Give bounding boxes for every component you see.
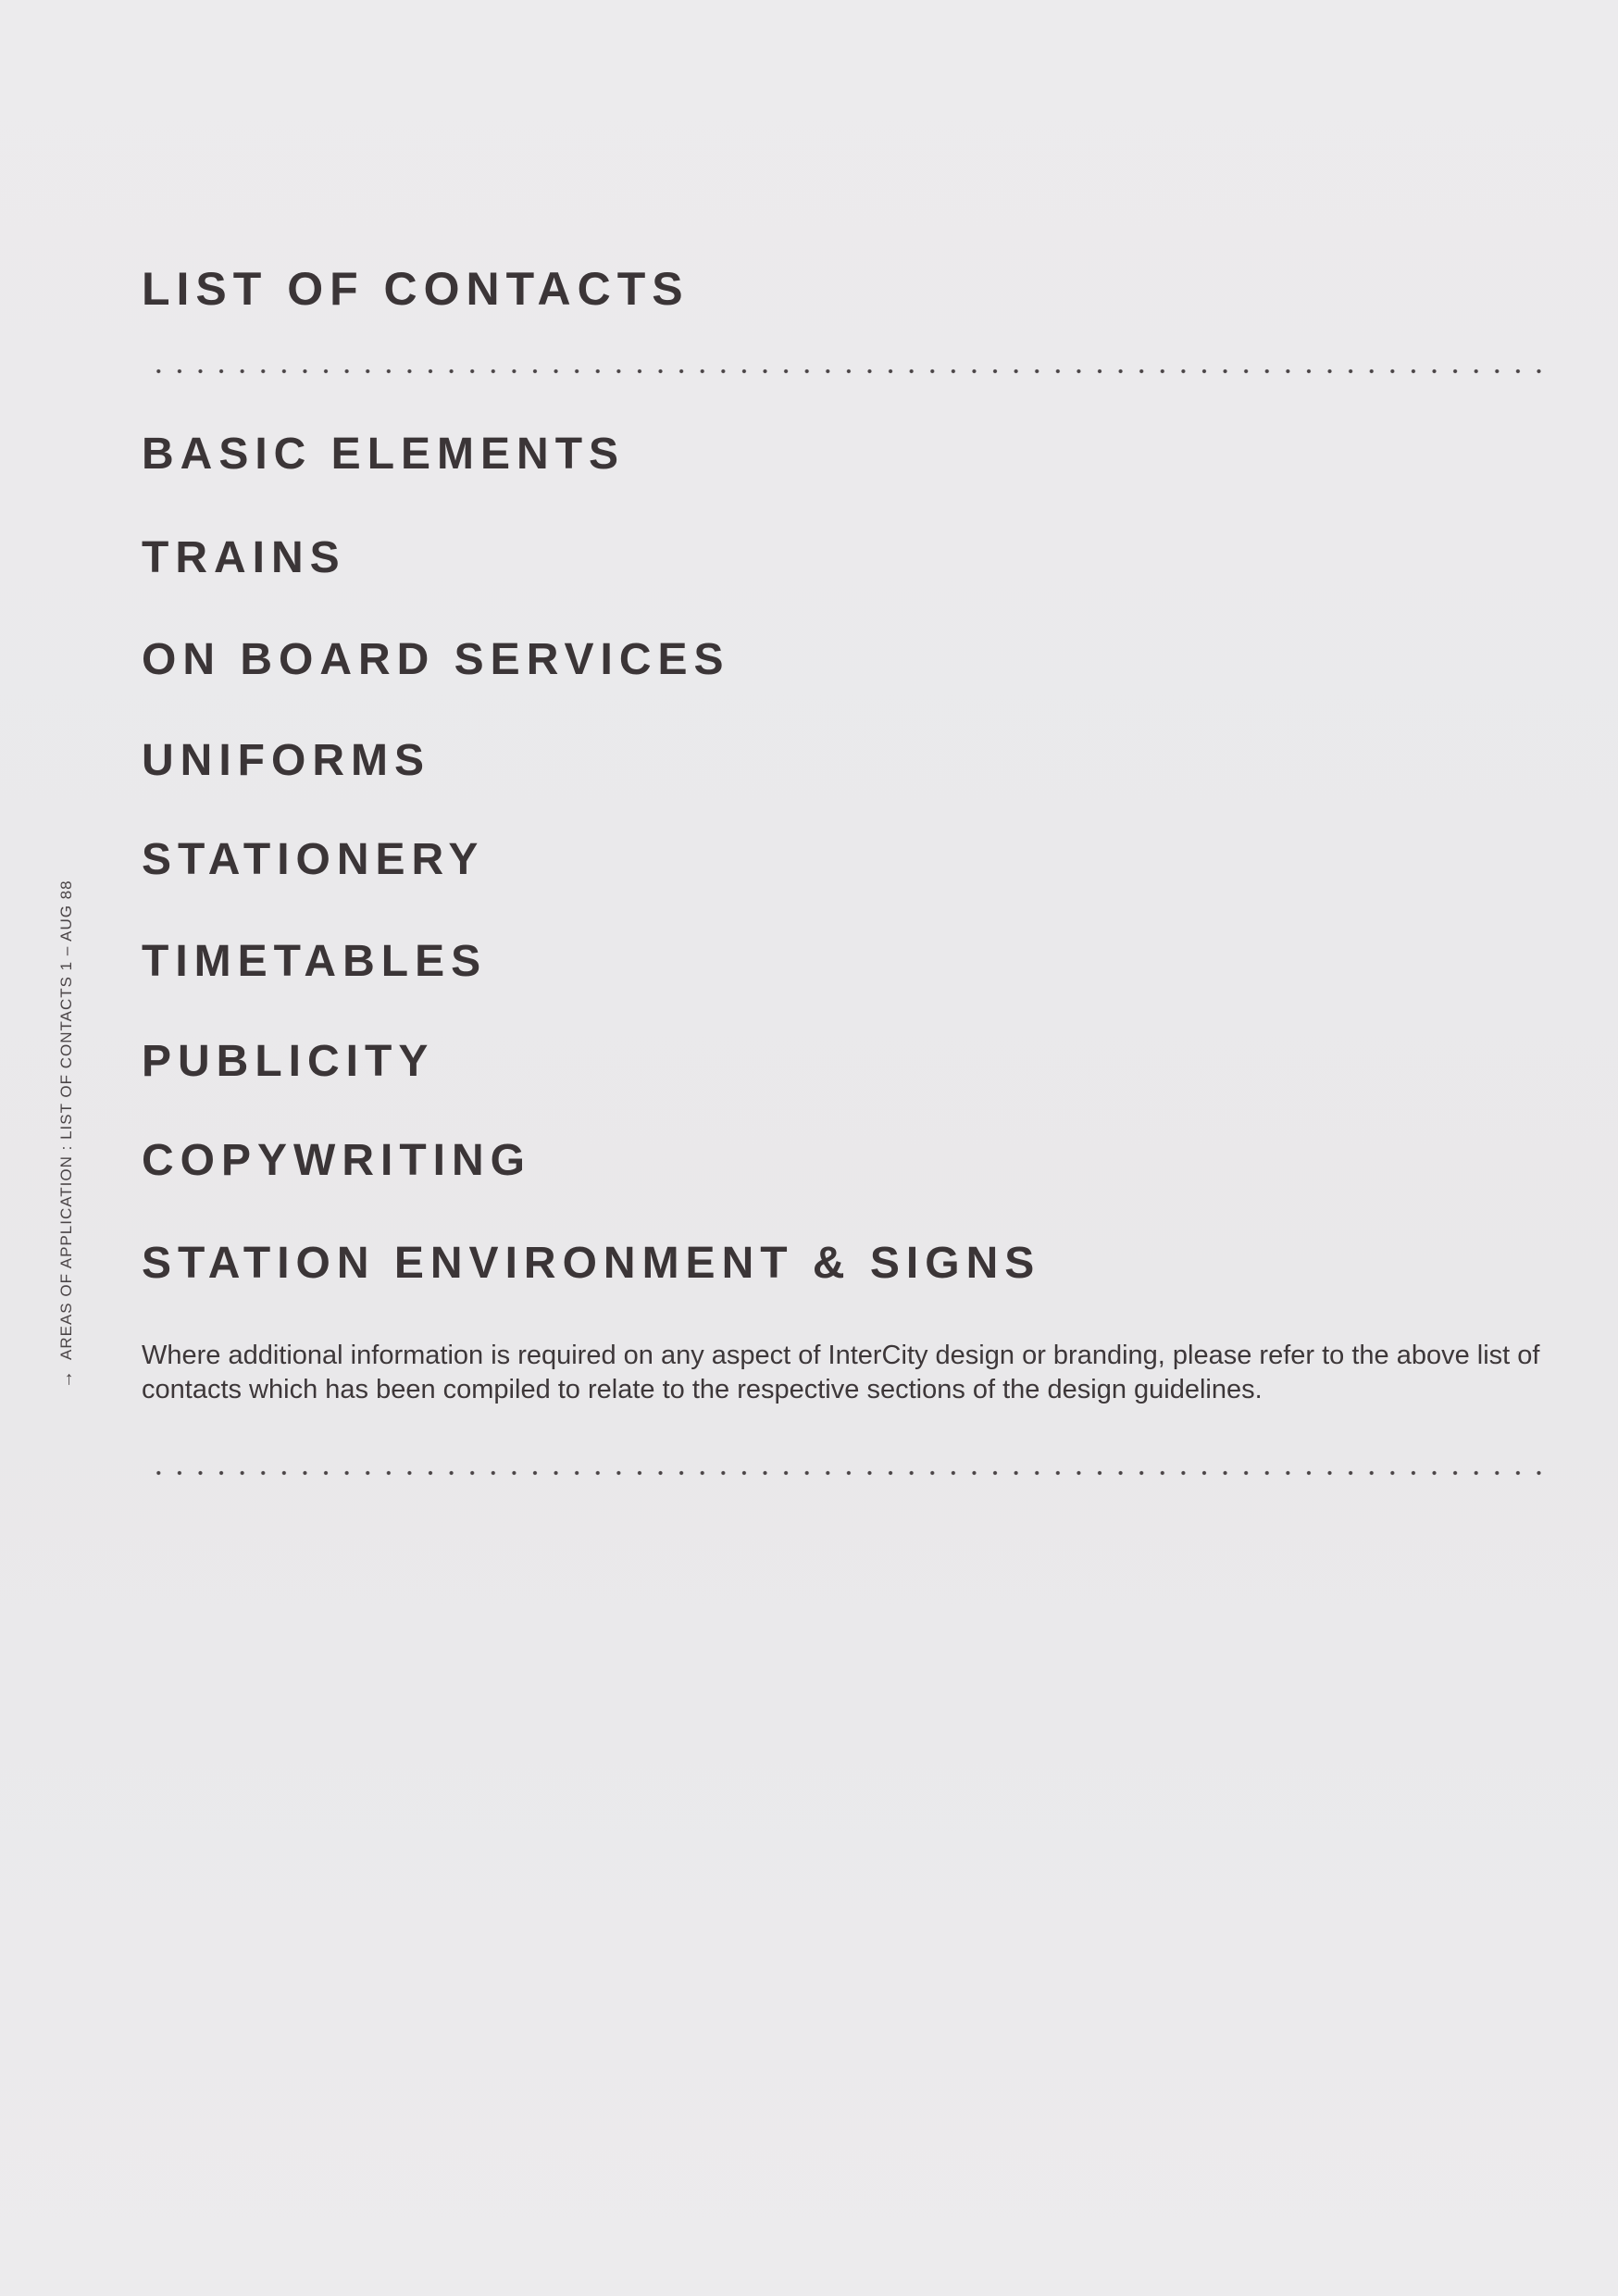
page-footer-label [57, 880, 76, 1389]
section-item-copywriting: COPYWRITING [142, 1136, 531, 1185]
section-item-timetables: TIMETABLES [142, 937, 488, 986]
dotted-divider-bottom [148, 1470, 1555, 1476]
section-item-uniforms: UNIFORMS [142, 736, 430, 785]
dotted-divider-top [148, 368, 1555, 374]
section-item-on-board-services: ON BOARD SERVICES [142, 635, 730, 684]
section-item-stationery: STATIONERY [142, 835, 485, 884]
section-item-trains: TRAINS [142, 533, 346, 582]
page-footer-text: AREAS OF APPLICATION : LIST OF CONTACTS 1 – AUG 88 [57, 880, 75, 1360]
section-item-basic-elements: BASIC ELEMENTS [142, 430, 626, 479]
page-title: LIST OF CONTACTS [142, 263, 690, 315]
arrow-icon: → [56, 1369, 77, 1389]
section-item-station-environment-signs: STATION ENVIRONMENT & SIGNS [142, 1239, 1041, 1288]
contact-note: Where additional information is required on any aspect of InterCity design or branding, please refer to the above list of contacts which has been compiled to relate to the respective sections of the design guidelines. [142, 1341, 1540, 1404]
section-item-publicity: PUBLICITY [142, 1037, 435, 1086]
